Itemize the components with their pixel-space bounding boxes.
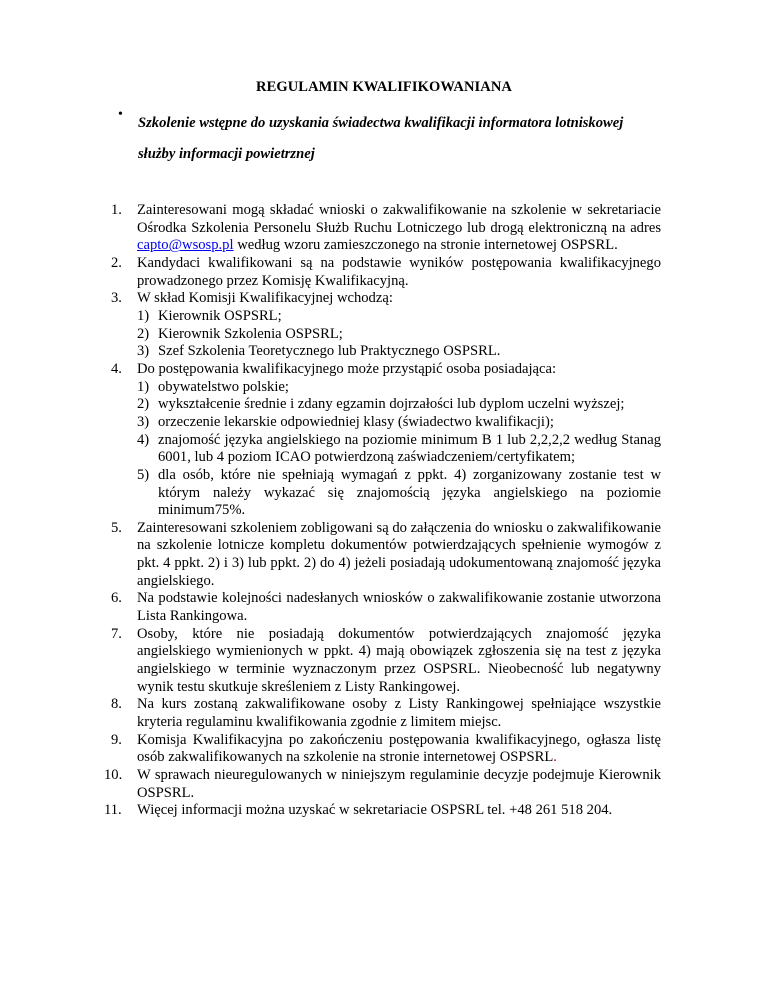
sub-item-text: Kierownik OSPSRL; — [158, 307, 282, 324]
item-text: Osoby, które nie posiadają dokumentów potwierdzających znajomość języka angielskiego wymienionych w ppkt. 4) mają obowiązek zgłoszenia się na test z języka angielskiego w terminie wyznaczonym przez OSPSRL. Nieobecność lub negatywny wynik testu skutkuje skreśleniem z Listy Rankingowej. — [137, 625, 661, 695]
sub-item-text: Kierownik Szkolenia OSPSRL; — [158, 325, 343, 342]
sub-item — [137, 396, 661, 414]
item-text: Na podstawie kolejności nadesłanych wniosków o zakwalifikowanie zostanie utworzona Lista Rankingowa. — [137, 590, 661, 625]
sub-item-number: 4) — [137, 431, 150, 448]
item-text-before-link: Zainteresowani mogą składać wnioski o zakwalifikowanie na szkolenie w sekretariacie Ośrodka Szkolenia Personelu Służb Ruchu Lotniczego lub drogą elektroniczną na adres — [137, 202, 661, 236]
sub-item-text: orzeczenie lekarskie odpowiedniej klasy (świadectwo kwalifikacji); — [158, 413, 554, 430]
item-text: Do postępowania kwalifikacyjnego może przystąpić osoba posiadająca: — [137, 360, 557, 377]
item-number: 8. — [111, 696, 122, 713]
sub-item — [137, 326, 661, 344]
item-text-main: Komisja Kwalifikacyjna po zakończeniu postępowania kwalifikacyjnego, ogłasza listę osób zakwalifikowanych na szkolenie na stronie internetowej OSPSRL — [137, 731, 661, 766]
sub-item-text: wykształcenie średnie i zdany egzamin dojrzałości lub dyplom uczelni wyższej; — [158, 396, 625, 413]
sub-item-number: 3) — [137, 413, 150, 430]
item-text: W skład Komisji Kwalifikacyjnej wchodzą: — [137, 290, 393, 307]
sub-item — [137, 343, 661, 361]
item-number: 3. — [111, 290, 122, 307]
item-text: W sprawach nieuregulowanych w niniejszym regulaminie decyzje podejmuje Kierownik OSPSRL. — [137, 767, 661, 801]
item-number: 1. — [111, 202, 122, 218]
item-number: 5. — [111, 519, 122, 536]
sub-item-number: 2) — [137, 396, 150, 413]
item-text — [137, 202, 661, 255]
item-number: 9. — [111, 731, 122, 748]
sub-item-number: 1) — [137, 378, 150, 395]
item-text: Kandydaci kwalifikowani są na podstawie wyników postępowania kwalifikacyjnego prowadzonego przez Komisję Kwalifikacyjną. — [137, 254, 661, 289]
sub-item — [137, 379, 661, 397]
list-item-3 — [111, 290, 661, 361]
list-item-8 — [111, 696, 661, 731]
item-text-after-link: według wzoru zamieszczonego na stronie internetowej OSPSRL. — [237, 237, 618, 254]
item-number: 4. — [111, 360, 122, 377]
list-item-1 — [111, 202, 661, 255]
sub-item-number: 3) — [137, 343, 150, 360]
item-number: 6. — [111, 590, 122, 607]
item-text: Zainteresowani szkoleniem zobligowani są do załączenia do wniosku o zakwalifikowanie na szkolenie lotnicze kompletu dokumentów potwierdzających spełnienie wymogów z pkt. 4 ppkt. 2) i 3) lub ppkt. 2) do 4) jeżeli posiadają udokumentowaną znajomość języka angielskiego. — [137, 519, 661, 589]
item-number: 7. — [111, 625, 122, 642]
sub-item — [137, 414, 661, 432]
subtitle-bullet: • — [118, 107, 123, 122]
regulation-list — [104, 202, 661, 820]
sub-item-text: obywatelstwo polskie; — [158, 378, 289, 395]
list-item-6 — [111, 590, 661, 625]
list-item-4 — [111, 361, 661, 520]
sub-item — [137, 308, 661, 326]
item-text — [137, 732, 661, 767]
item-text: Na kurs zostaną zakwalifikowane osoby z Listy Rankingowej spełniające wszystkie kryteria regulaminu kwalifikowania zgodnie z limitem miejsc. — [137, 696, 661, 731]
list-item-9 — [111, 732, 661, 767]
list-item-11 — [104, 802, 661, 820]
list-item-5 — [111, 520, 661, 591]
sub-item-text: dla osób, które nie spełniają wymagań z ppkt. 4) zorganizowany zostanie test w którym należy wykazać się znajomością języka angielskiego na poziomie minimum75%. — [158, 466, 661, 519]
sub-item-number: 1) — [137, 307, 150, 324]
sub-item — [137, 467, 661, 520]
item-text: Więcej informacji można uzyskać w sekretariacie OSPSRL tel. +48 261 518 204. — [137, 802, 613, 819]
list-item-7 — [111, 626, 661, 697]
item-number: 10. — [104, 767, 123, 783]
sub-item-number: 2) — [137, 325, 150, 342]
sub-item-text: znajomość języka angielskiego na poziomie minimum B 1 lub 2,2,2,2 według Stanag 6001, lub 4 poziom ICAO potwierdzoną zaświadczeniem/certyfikatem; — [158, 431, 661, 466]
item-number: 11. — [104, 802, 122, 819]
email-link[interactable]: capto@wsosp.pl — [137, 237, 234, 254]
item-text-end: . — [553, 749, 557, 766]
list-item-2 — [111, 255, 661, 290]
document-subtitle: Szkolenie wstępne do uzyskania świadectwa kwalifikacji informatora lotniskowej służby informacji powietrznej — [138, 115, 624, 162]
list-item-10 — [104, 767, 661, 802]
sub-item-number: 5) — [137, 466, 150, 483]
item-number: 2. — [111, 254, 122, 271]
sub-item — [137, 432, 661, 467]
sub-item-text: Szef Szkolenia Teoretycznego lub Praktycznego OSPSRL. — [158, 343, 501, 360]
document-title: REGULAMIN KWALIFIKOWANIANA — [256, 79, 512, 95]
